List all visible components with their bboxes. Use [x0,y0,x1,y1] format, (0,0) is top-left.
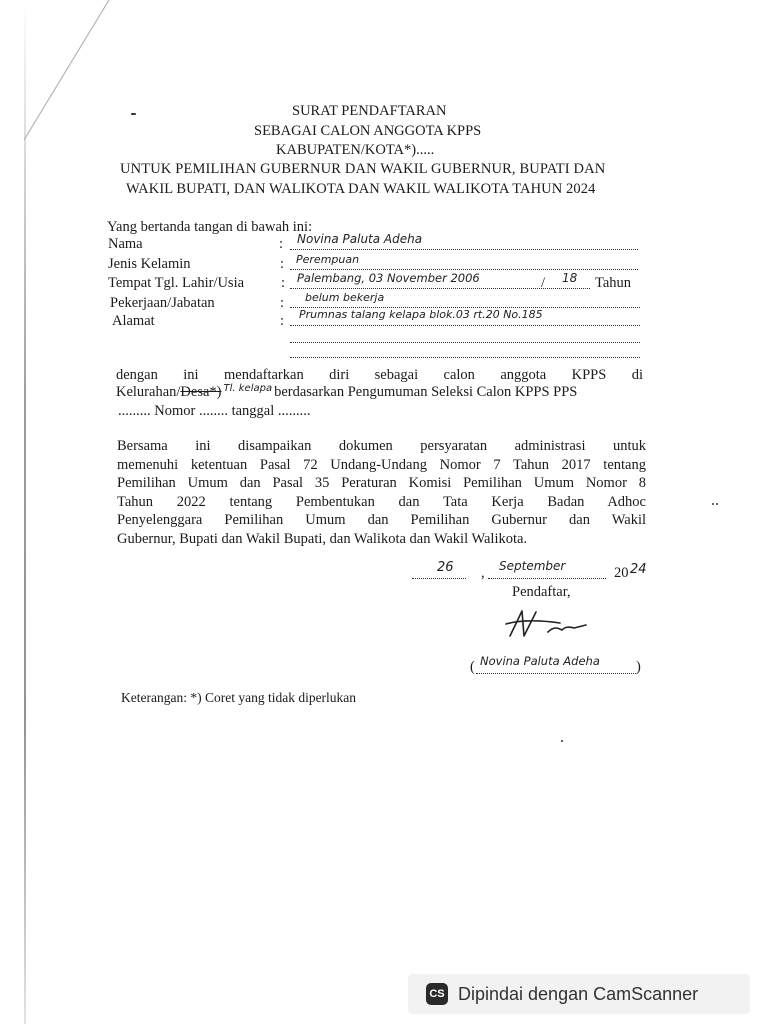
ttl-place-date: Palembang, 03 November 2006 [297,271,480,285]
alamat-label: Alamat [112,313,155,329]
body-line-3: Pemilihan Umum dan Pasal 35 Peraturan Komisi Pemilihan Umum Nomor 8 [117,475,646,491]
title-line-2: SEBAGAI CALON ANGGOTA KPPS [254,123,482,139]
body-line-1: Bersama ini disampaikan dokumen persyaratan administrasi untuk [117,438,646,454]
alamat-dotted-line-3 [290,357,640,358]
signer-name-dots [476,673,636,674]
signer-name: Novina Paluta Adeha [480,654,600,668]
declaration-kelurahan: Kelurahan/ [116,384,181,400]
body-line-5: Penyelenggara Pemilihan Umum dan Pemilihan Gubernur dan Wakil [117,512,646,528]
title-line-4: UNTUK PEMILIHAN GUBERNUR DAN WAKIL GUBERNUR, BUPATI DAN [120,161,606,177]
pekerjaan-label: Pekerjaan/Jabatan [110,295,215,311]
alamat-value: Prumnas talang kelapa blok.03 rt.20 No.185 [299,308,543,321]
alamat-colon: : [280,313,285,329]
ttl-slash: / [541,275,546,291]
date-month-dots [488,578,606,579]
scan-speck [131,113,136,115]
date-year-suffix: 24 [630,562,647,577]
pekerjaan-colon: : [280,295,285,311]
ttl-label: Tempat Tgl. Lahir/Usia [108,275,245,291]
signer-paren-open: ( [470,659,475,675]
alamat-dotted-line-2 [290,342,640,343]
title-line-1: SURAT PENDAFTARAN [292,103,447,119]
date-year-prefix: 20 [614,565,629,581]
declaration-line-2 [116,385,577,401]
declaration-line-3: ......... Nomor ........ tanggal ......... [118,403,311,419]
body-line-6: Gubernur, Bupati dan Wakil Bupati, dan Walikota dan Wakil Walikota. [117,530,528,547]
ttl-colon: : [281,275,286,291]
camscanner-watermark [408,974,750,1014]
nama-value: Novina Paluta Adeha [297,232,423,246]
jenis-kelamin-value: Perempuan [296,253,360,266]
body-line-4: Tahun 2022 tentang Pembentukan dan Tata Kerja Badan Adhoc [117,493,646,510]
declaration-pengumuman: berdasarkan Pengumuman Seleksi Calon KPPS PPS [274,384,578,400]
scan-speck [561,740,563,742]
scan-speck [716,503,718,505]
scan-speck [712,503,714,505]
signer-paren-close: ) [636,659,641,675]
date-month: September [499,559,566,573]
scan-edge-line [24,0,26,1024]
signer-label: Pendaftar, [512,584,571,600]
nama-dotted-line [290,249,638,250]
intro-text: Yang bertanda tangan di bawah ini: [107,219,313,235]
jenis-kelamin-label: Jenis Kelamin [108,256,191,272]
scan-edge-diagonal [24,0,114,140]
alamat-dotted-line-1 [290,325,640,326]
declaration-kelurahan-handwritten: Tl. kelapa [223,383,273,394]
jenis-kelamin-colon: : [280,256,285,272]
nama-colon: : [279,236,284,252]
signature-mark [500,606,600,646]
ttl-age: 18 [562,271,578,285]
declaration-line-1: dengan ini mendaftarkan diri sebagai calon anggota KPPS di [116,367,643,383]
jenis-kelamin-dotted-line [290,269,638,270]
footnote: Keterangan: *) Coret yang tidak diperlukan [121,690,357,705]
pekerjaan-value: belum bekerja [305,291,385,304]
title-line-5: WAKIL BUPATI, DAN WALIKOTA DAN WAKIL WALIKOTA TAHUN 2024 [126,181,596,197]
body-paragraph [117,437,646,548]
declaration-paragraph [116,366,643,385]
body-line-2: memenuhi ketentuan Pasal 72 Undang-Undang Nomor 7 Tahun 2017 tentang [117,456,646,473]
date-comma: , [481,565,485,581]
date-day: 26 [437,560,454,575]
camscanner-text: Dipindai dengan CamScanner [458,983,699,1004]
date-day-dots [412,578,466,579]
declaration-desa-struck: Desa*) [180,384,222,400]
camscanner-logo-icon: CS [426,983,448,1005]
nama-label: Nama [108,236,143,252]
title-line-3: KABUPATEN/KOTA*)..... [276,142,435,158]
ttl-unit: Tahun [595,275,632,291]
